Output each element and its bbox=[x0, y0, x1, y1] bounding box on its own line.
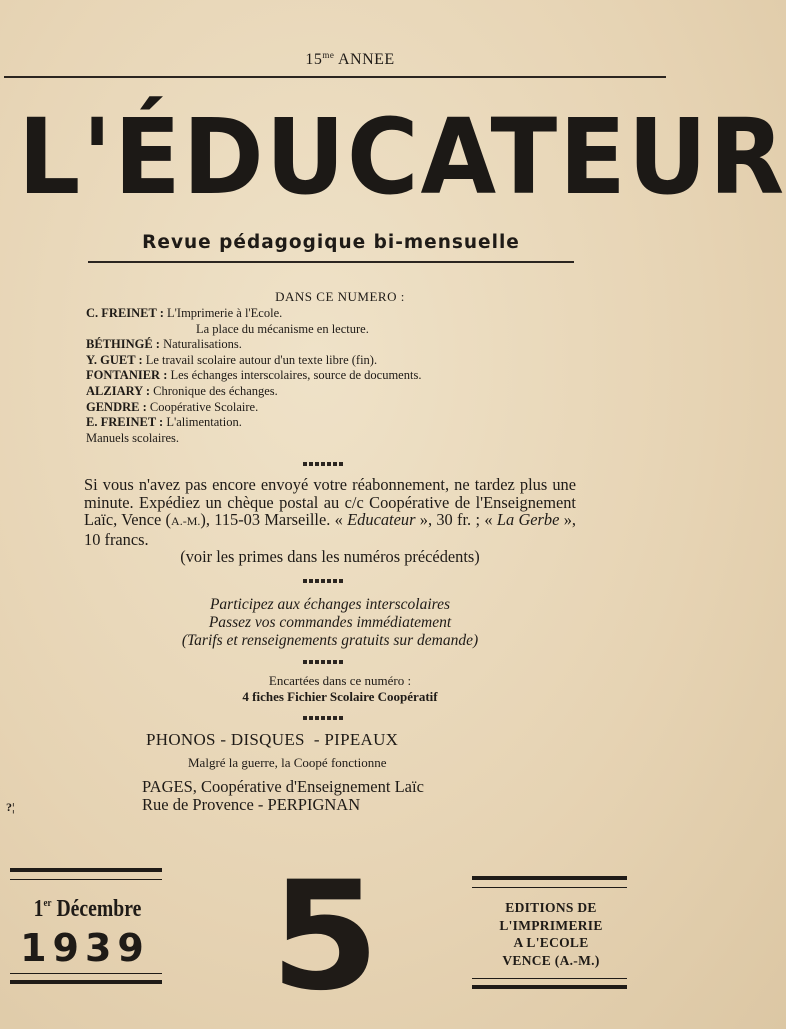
renewal-text: », 10 francs. bbox=[84, 510, 577, 549]
contents-title: Chronique des échanges. bbox=[153, 383, 278, 398]
renewal-note: (voir les primes dans les numéros précédents) bbox=[180, 547, 480, 567]
exchange-line: (Tarifs et renseignements gratuits sur demande) bbox=[181, 632, 479, 649]
contents-author: E. FREINET : bbox=[86, 415, 164, 430]
year-word: ANNEE bbox=[337, 51, 395, 68]
advert-line: PAGES, Coopérative d'Enseignement Laïc bbox=[142, 777, 424, 796]
contents-title: L'Imprimerie à l'Ecole. bbox=[167, 306, 283, 320]
exchange-line: Passez vos commandes immédiatement bbox=[208, 614, 452, 631]
inserts-notice bbox=[150, 673, 530, 705]
masthead-title: L'ÉDUCATEUR bbox=[18, 96, 786, 218]
editions-bottom-rule-thin bbox=[472, 978, 627, 979]
contents-list bbox=[86, 306, 421, 446]
top-rule bbox=[4, 76, 666, 78]
margin-mark: ?¦ bbox=[6, 800, 15, 814]
renewal-text: A.-M. bbox=[171, 514, 201, 529]
editions-line: A L'ECOLE bbox=[513, 935, 589, 950]
dotted-separator bbox=[303, 579, 345, 583]
contents-title: Le travail scolaire autour d'un texte libre (fin). bbox=[145, 352, 378, 367]
subtitle-rule bbox=[88, 261, 574, 263]
list-item bbox=[86, 368, 421, 384]
advert-products: PHONOS - DISQUES - PIPEAUX bbox=[146, 730, 399, 749]
contents-heading: DANS CE NUMERO : bbox=[275, 289, 405, 304]
contents-title: Les échanges interscolaires, source de documents. bbox=[170, 368, 422, 383]
renewal-text: », 30 fr. ; « bbox=[415, 510, 497, 530]
advert-address bbox=[142, 778, 424, 814]
date-bottom-rule-thin bbox=[10, 973, 162, 974]
masthead-subtitle: Revue pédagogique bi-mensuelle bbox=[142, 232, 520, 253]
list-item bbox=[86, 306, 421, 322]
editions-line: EDITIONS DE bbox=[505, 900, 597, 915]
list-item bbox=[86, 337, 421, 353]
editions-top-rule bbox=[472, 876, 627, 880]
date-bottom-rule bbox=[10, 980, 162, 984]
exchange-line: Participez aux échanges interscolaires bbox=[209, 596, 451, 613]
editions-block bbox=[476, 899, 626, 969]
advert-line: Rue de Provence - PERPIGNAN bbox=[142, 795, 361, 814]
list-item bbox=[86, 400, 421, 416]
date-day-suffix: er bbox=[43, 897, 52, 909]
contents-title: Naturalisations. bbox=[163, 337, 242, 352]
contents-title: Manuels scolaires. bbox=[86, 430, 180, 445]
issue-year: 1939 bbox=[20, 926, 150, 970]
issue-number: 5 bbox=[270, 850, 380, 1024]
contents-author: GENDRE : bbox=[86, 399, 147, 414]
date-top-rule bbox=[10, 868, 162, 872]
date-top-rule-thin bbox=[10, 879, 162, 880]
dotted-separator bbox=[303, 660, 345, 664]
renewal-text: ), 115-03 Marseille. « bbox=[200, 510, 348, 530]
date-day: 1 bbox=[33, 896, 44, 922]
contents-title: La place du mécanisme en lecture. bbox=[196, 321, 369, 336]
inserts-line: 4 fiches Fichier Scolaire Coopératif bbox=[242, 689, 438, 704]
renewal-text: La Gerbe bbox=[496, 510, 560, 530]
editions-line: VENCE (A.-M.) bbox=[502, 952, 600, 968]
editions-bottom-rule bbox=[472, 985, 627, 989]
list-item bbox=[86, 353, 421, 369]
date-month: Décembre bbox=[56, 896, 142, 922]
list-item bbox=[86, 322, 421, 338]
contents-title: Coopérative Scolaire. bbox=[149, 399, 259, 414]
year-number: 15 bbox=[305, 51, 323, 68]
exchange-notice bbox=[100, 596, 560, 650]
contents-author: Y. GUET : bbox=[86, 352, 143, 367]
renewal-text: Educateur bbox=[347, 510, 416, 530]
contents-author: BÉTHINGÉ : bbox=[86, 337, 160, 352]
renewal-notice bbox=[84, 476, 576, 566]
contents-author: C. FREINET : bbox=[86, 306, 164, 320]
contents-title: L'alimentation. bbox=[166, 415, 242, 430]
renewal-text: Si vous n'avez pas encore envoyé votre réabonnement, ne tardez plus une minute. Expédiez un chèque postal au c/c Coopérative de l'Enseignement Laïc, Vence ( bbox=[84, 475, 576, 530]
inserts-line: Encartées dans ce numéro : bbox=[268, 673, 412, 688]
list-item bbox=[86, 415, 421, 431]
editions-top-rule-thin bbox=[472, 887, 627, 888]
year-label bbox=[0, 50, 700, 69]
contents-author: ALZIARY : bbox=[86, 383, 151, 398]
dotted-separator bbox=[303, 462, 345, 466]
year-suffix: me bbox=[322, 50, 335, 60]
dotted-separator bbox=[303, 716, 345, 720]
list-item bbox=[86, 384, 421, 400]
issue-date bbox=[24, 896, 151, 923]
advert-note: Malgré la guerre, la Coopé fonctionne bbox=[188, 755, 387, 770]
contents-author: FONTANIER : bbox=[86, 368, 168, 383]
list-item bbox=[86, 431, 421, 447]
editions-line: L'IMPRIMERIE bbox=[499, 917, 603, 933]
